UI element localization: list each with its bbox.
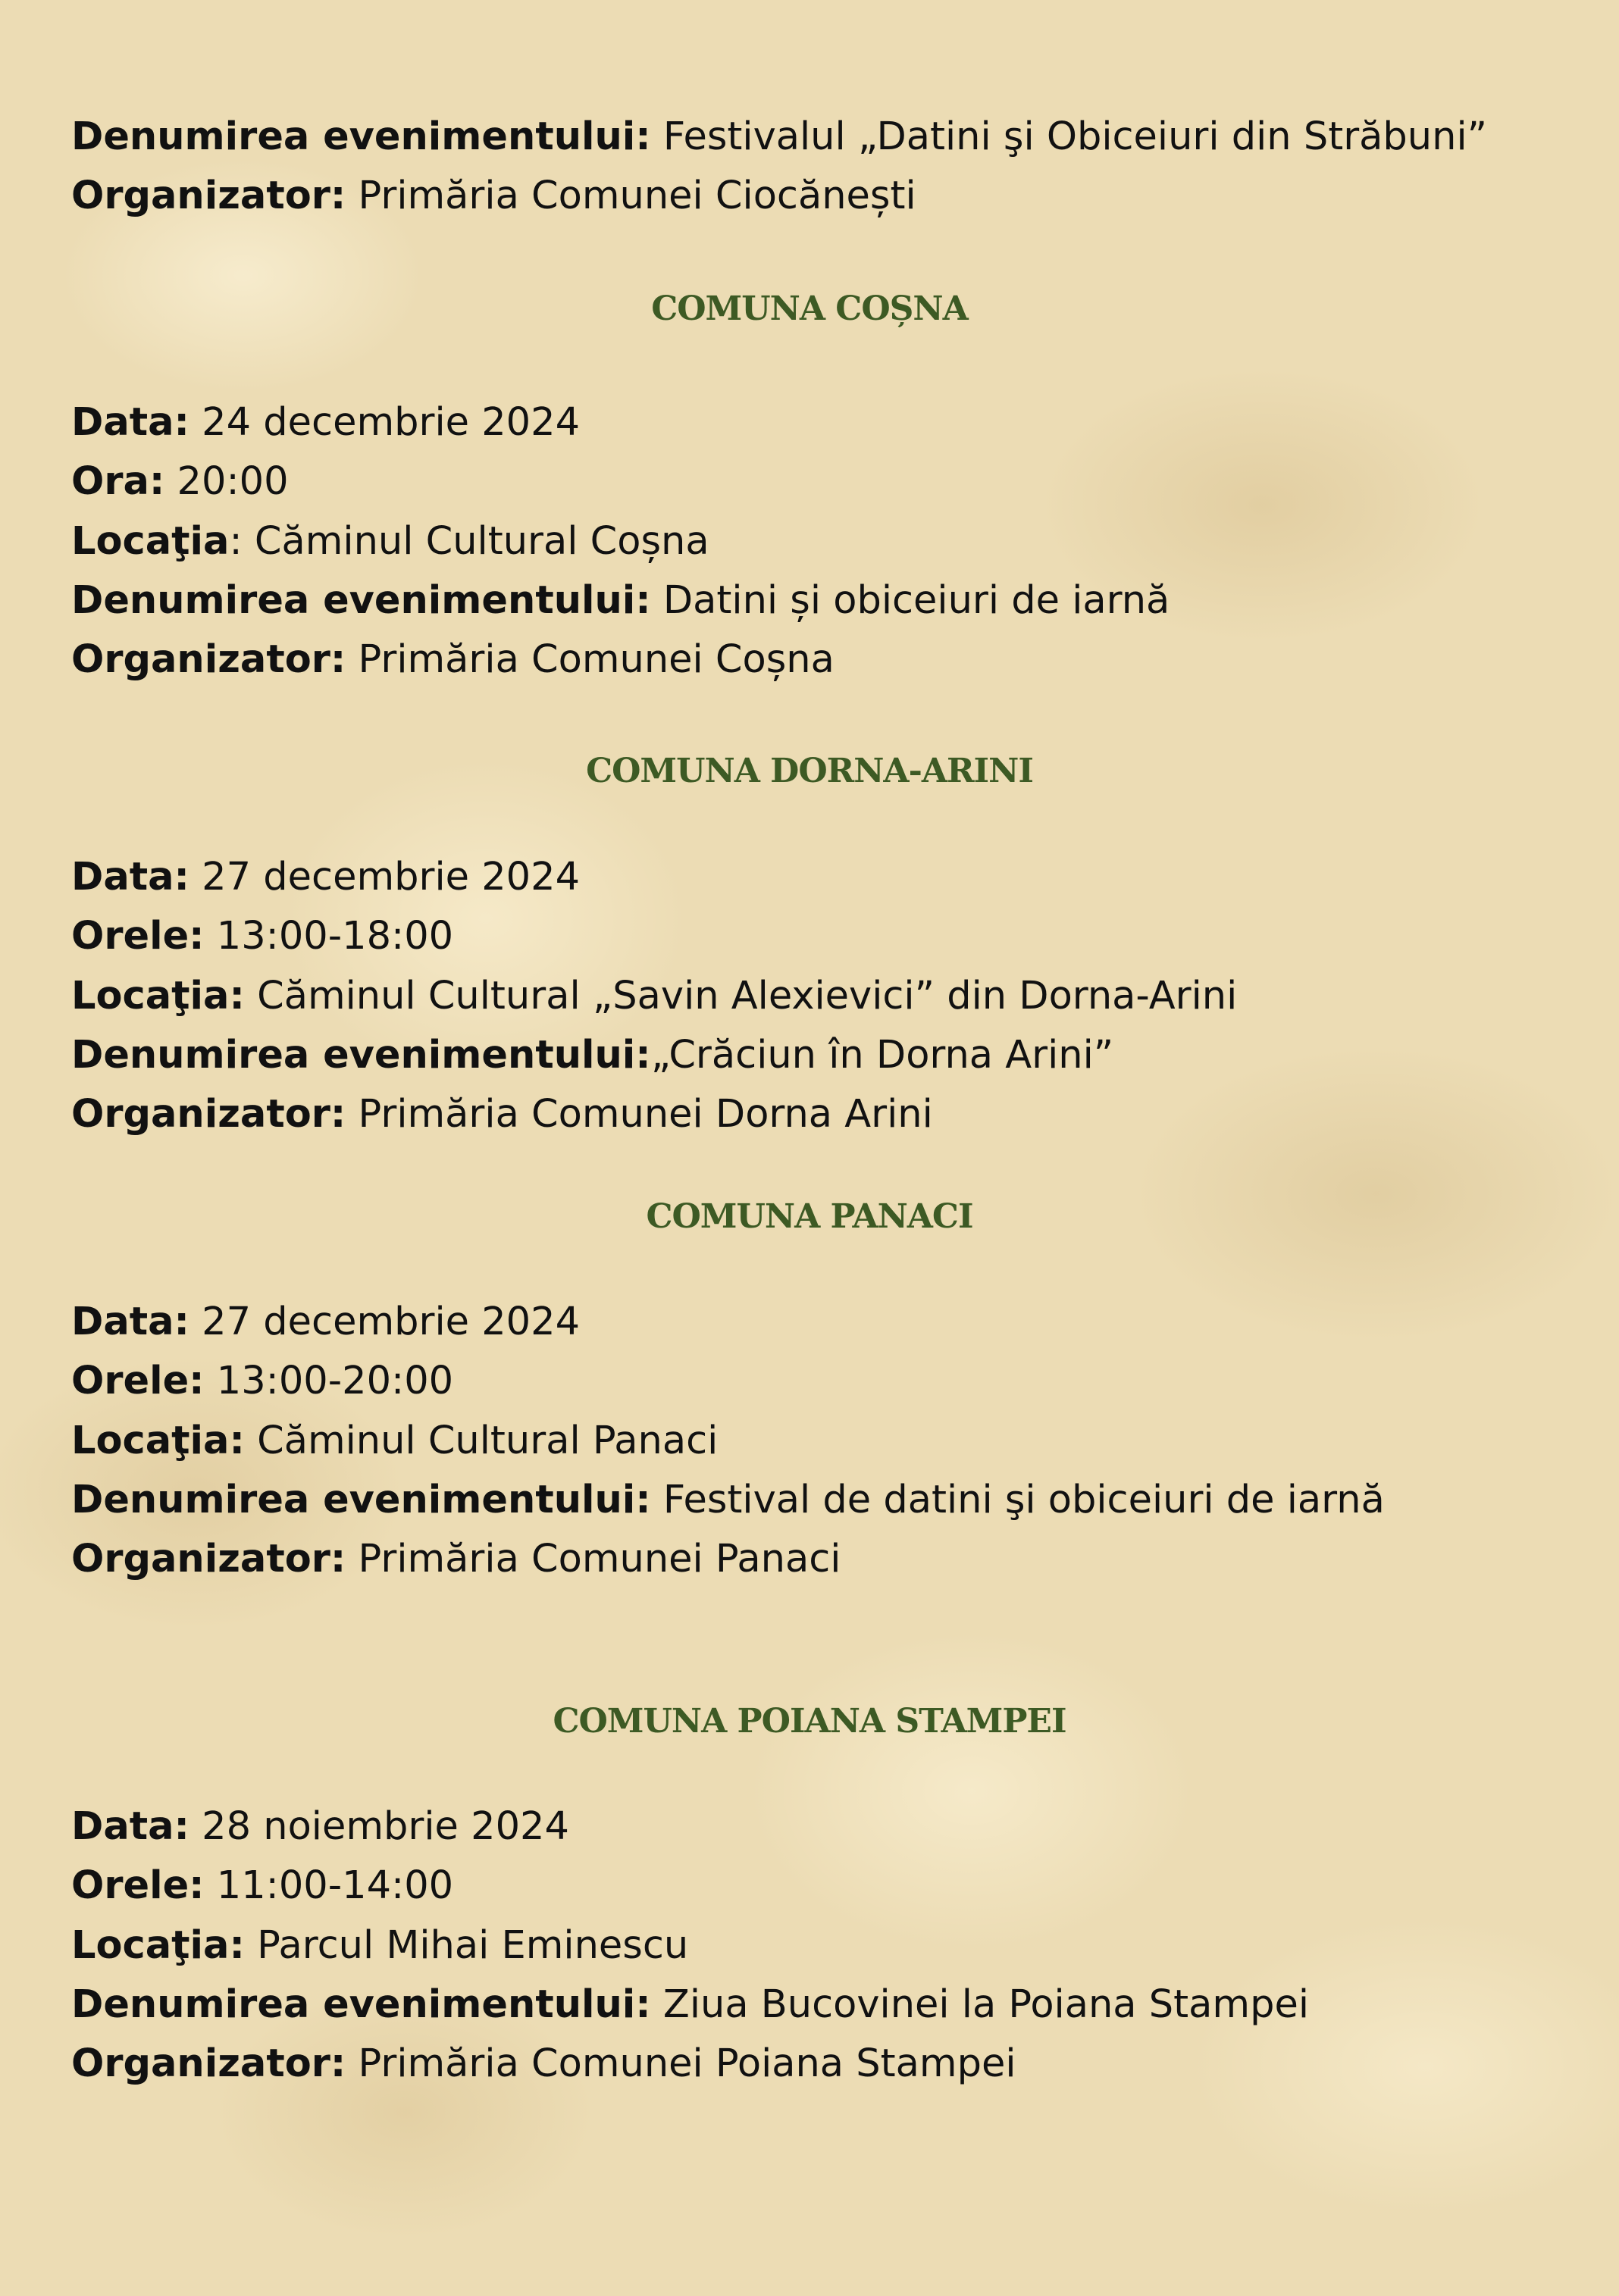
organizer-line (71, 1534, 841, 1584)
location-value: : Căminul Cultural Coșna (229, 519, 709, 564)
organizer-label: Organizator: (71, 2041, 346, 2086)
date-value: 24 decembrie 2024 (202, 400, 581, 445)
organizer-value: Primăria Comunei Dorna Arini (358, 1092, 933, 1137)
date-label: Data: (71, 1300, 189, 1344)
time-line (71, 1861, 453, 1911)
organizer-label: Organizator: (71, 1537, 346, 1581)
time-line (71, 457, 289, 507)
event-line (71, 112, 1487, 162)
event-label: Denumirea evenimentului: (71, 1982, 651, 2027)
location-line (71, 517, 709, 567)
event-value: „Crăciun în Dorna Arini” (650, 1033, 1114, 1078)
organizer-value: Primăria Comunei Poiana Stampei (358, 2041, 1016, 2086)
date-line (71, 1802, 569, 1852)
organizer-line (71, 635, 835, 685)
date-line (71, 1297, 580, 1347)
event-line (71, 1475, 1385, 1525)
section-heading-panaci: COMUNA PANACI (646, 1197, 973, 1236)
date-value: 27 decembrie 2024 (202, 855, 581, 899)
organizer-label: Organizator: (71, 1092, 346, 1137)
time-line (71, 1356, 453, 1406)
date-line (71, 398, 580, 448)
event-label: Denumirea evenimentului: (71, 578, 651, 623)
organizer-label: Organizator: (71, 637, 346, 682)
time-value: 11:00-14:00 (216, 1863, 454, 1908)
event-value: Ziua Bucovinei la Poiana Stampei (662, 1982, 1309, 2027)
section-heading-dorna-arini: COMUNA DORNA-ARINI (586, 752, 1033, 790)
time-line (71, 912, 453, 962)
section-heading-cosna: COMUNA COȘNA (651, 289, 968, 328)
organizer-line (71, 2039, 1016, 2089)
location-line (71, 1921, 688, 1971)
event-value: Datini și obiceiuri de iarnă (662, 578, 1170, 623)
date-label: Data: (71, 400, 189, 445)
organizer-line (71, 1090, 933, 1140)
location-value: Căminul Cultural Panaci (257, 1419, 719, 1463)
date-value: 28 noiembrie 2024 (202, 1804, 569, 1849)
time-value: 20:00 (177, 459, 289, 504)
event-label: Denumirea evenimentului: (71, 1478, 651, 1522)
time-value: 13:00-18:00 (216, 914, 454, 959)
date-line (71, 852, 580, 902)
organizer-line (71, 171, 916, 221)
location-line (71, 971, 1237, 1021)
location-value: Căminul Cultural „Savin Alexievici” din Dorna-Arini (257, 974, 1238, 1018)
date-label: Data: (71, 1804, 189, 1849)
date-label: Data: (71, 855, 189, 899)
location-label: Locaţia: (71, 974, 245, 1018)
time-value: 13:00-20:00 (216, 1359, 454, 1403)
time-label: Orele: (71, 914, 205, 959)
event-line (71, 576, 1170, 626)
event-value: Festival de datini şi obiceiuri de iarnă (662, 1478, 1385, 1522)
event-value: Festivalul „Datini şi Obiceiuri din Străbuni” (662, 114, 1488, 159)
event-line (71, 1980, 1309, 2030)
section-heading-poiana-stampei: COMUNA POIANA STAMPEI (553, 1702, 1066, 1741)
event-label: Denumirea evenimentului: (71, 1033, 651, 1078)
event-line (71, 1031, 1113, 1081)
organizer-label: Organizator: (71, 174, 346, 218)
date-value: 27 decembrie 2024 (202, 1300, 581, 1344)
location-value: Parcul Mihai Eminescu (257, 1923, 689, 1968)
location-label: Locaţia (71, 519, 230, 564)
organizer-value: Primăria Comunei Ciocănești (358, 174, 916, 218)
organizer-value: Primăria Comunei Coșna (358, 637, 835, 682)
location-line (71, 1416, 718, 1466)
event-label: Denumirea evenimentului: (71, 114, 651, 159)
organizer-value: Primăria Comunei Panaci (358, 1537, 841, 1581)
time-label: Ora: (71, 459, 165, 504)
location-label: Locaţia: (71, 1419, 245, 1463)
time-label: Orele: (71, 1359, 205, 1403)
location-label: Locaţia: (71, 1923, 245, 1968)
time-label: Orele: (71, 1863, 205, 1908)
